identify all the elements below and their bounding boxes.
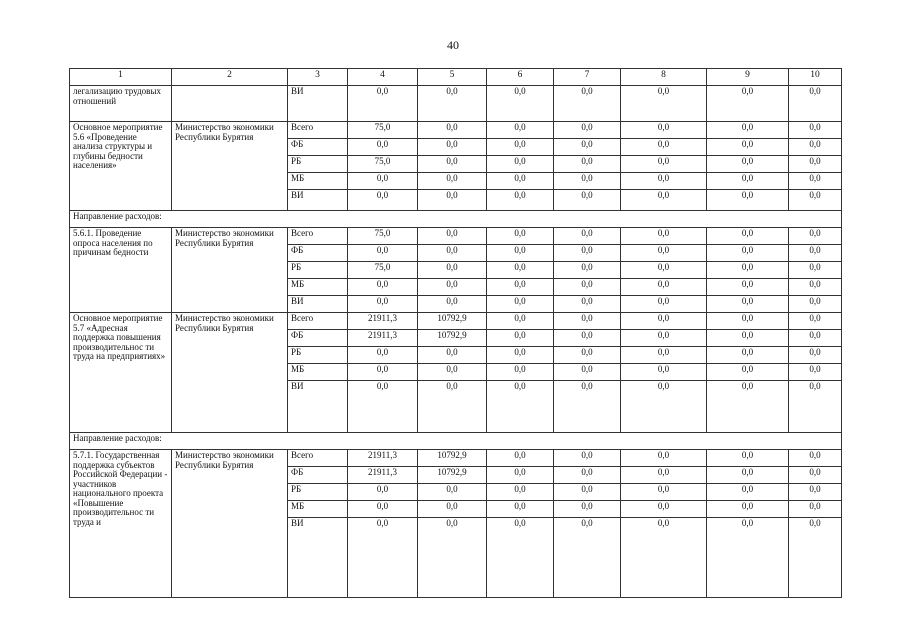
value-cell: 0,0 — [789, 279, 842, 296]
header-cell: 2 — [172, 69, 288, 86]
value-cell: 0,0 — [621, 262, 707, 279]
value-cell: 0,0 — [487, 501, 554, 518]
value-cell: 0,0 — [707, 347, 789, 364]
source-cell: МБ — [288, 279, 348, 296]
value-cell: 0,0 — [487, 347, 554, 364]
value-cell: 0,0 — [487, 313, 554, 330]
value-cell: 0,0 — [554, 364, 621, 381]
value-cell: 0,0 — [707, 86, 789, 122]
value-cell: 0,0 — [487, 86, 554, 122]
direction-row — [70, 433, 842, 450]
value-cell: 0,0 — [789, 450, 842, 467]
value-cell: 0,0 — [418, 484, 487, 501]
value-cell: 0,0 — [621, 139, 707, 156]
header-cell: 10 — [789, 69, 842, 86]
value-cell: 0,0 — [487, 467, 554, 484]
value-cell: 0,0 — [707, 450, 789, 467]
value-cell: 0,0 — [789, 296, 842, 313]
value-cell: 0,0 — [621, 245, 707, 262]
value-cell: 0,0 — [554, 330, 621, 347]
source-cell: ВИ — [288, 381, 348, 433]
table-row — [70, 228, 842, 245]
value-cell: 0,0 — [554, 467, 621, 484]
value-cell: 0,0 — [348, 296, 418, 313]
header-cell: 4 — [348, 69, 418, 86]
value-cell: 0,0 — [707, 122, 789, 139]
value-cell: 0,0 — [707, 518, 789, 598]
value-cell: 0,0 — [707, 364, 789, 381]
executor-cell: Министерство экономики Республики Бурятия — [172, 122, 288, 211]
source-cell: Всего — [288, 122, 348, 139]
value-cell: 0,0 — [418, 245, 487, 262]
source-cell: ФБ — [288, 139, 348, 156]
value-cell: 0,0 — [554, 173, 621, 190]
source-cell: ВИ — [288, 296, 348, 313]
value-cell: 0,0 — [707, 296, 789, 313]
value-cell: 0,0 — [707, 279, 789, 296]
activity-name-cell: Основное мероприятие 5.6 «Проведение анализа структуры и глубины бедности населения» — [70, 122, 172, 211]
value-cell: 21911,3 — [348, 330, 418, 347]
value-cell: 21911,3 — [348, 467, 418, 484]
value-cell: 0,0 — [789, 228, 842, 245]
activity-name-cell: 5.6.1. Проведение опроса населения по причинам бедности — [70, 228, 172, 313]
table-body — [70, 69, 842, 598]
value-cell: 0,0 — [418, 347, 487, 364]
executor-cell: Министерство экономики Республики Бурятия — [172, 228, 288, 313]
direction-label: Направление расходов: — [70, 211, 842, 228]
source-cell: МБ — [288, 173, 348, 190]
value-cell: 0,0 — [707, 173, 789, 190]
value-cell: 0,0 — [789, 122, 842, 139]
value-cell: 21911,3 — [348, 450, 418, 467]
value-cell: 0,0 — [348, 173, 418, 190]
activity-name-cell: Основное мероприятие 5.7 «Адресная поддержка повышения производительнос ти труда на предприятиях» — [70, 313, 172, 433]
value-cell: 0,0 — [621, 450, 707, 467]
value-cell: 0,0 — [707, 262, 789, 279]
value-cell: 0,0 — [487, 381, 554, 433]
value-cell: 0,0 — [621, 501, 707, 518]
value-cell: 0,0 — [789, 190, 842, 211]
source-cell: РБ — [288, 156, 348, 173]
value-cell: 0,0 — [348, 245, 418, 262]
activity-name-cell: легализацию трудовых отношений — [70, 86, 172, 122]
table-row — [70, 313, 842, 330]
value-cell: 0,0 — [418, 86, 487, 122]
value-cell: 0,0 — [707, 330, 789, 347]
value-cell: 0,0 — [487, 173, 554, 190]
value-cell: 0,0 — [418, 262, 487, 279]
page-number: 40 — [447, 38, 459, 52]
value-cell: 0,0 — [487, 228, 554, 245]
value-cell: 0,0 — [418, 122, 487, 139]
header-cell: 9 — [707, 69, 789, 86]
value-cell: 0,0 — [418, 364, 487, 381]
value-cell: 0,0 — [418, 279, 487, 296]
value-cell: 0,0 — [487, 296, 554, 313]
value-cell: 0,0 — [487, 139, 554, 156]
source-cell: ВИ — [288, 190, 348, 211]
value-cell: 0,0 — [348, 190, 418, 211]
executor-cell — [172, 86, 288, 122]
value-cell: 0,0 — [707, 190, 789, 211]
value-cell: 0,0 — [487, 484, 554, 501]
value-cell: 0,0 — [621, 467, 707, 484]
header-cell: 6 — [487, 69, 554, 86]
activity-name-cell: 5.7.1. Государственная поддержка субъектов Российской Федерации - участников национального проекта «Повышение производительнос ти труда и — [70, 450, 172, 598]
value-cell: 0,0 — [554, 313, 621, 330]
value-cell: 0,0 — [621, 122, 707, 139]
value-cell: 0,0 — [707, 381, 789, 433]
value-cell: 0,0 — [348, 347, 418, 364]
source-cell: Всего — [288, 228, 348, 245]
header-row — [70, 69, 842, 86]
value-cell: 0,0 — [621, 279, 707, 296]
value-cell: 10792,9 — [418, 330, 487, 347]
value-cell: 0,0 — [789, 86, 842, 122]
value-cell: 0,0 — [348, 364, 418, 381]
value-cell: 0,0 — [554, 156, 621, 173]
value-cell: 0,0 — [348, 86, 418, 122]
value-cell: 0,0 — [621, 156, 707, 173]
source-cell: ФБ — [288, 330, 348, 347]
source-cell: РБ — [288, 262, 348, 279]
value-cell: 0,0 — [789, 245, 842, 262]
value-cell: 0,0 — [554, 381, 621, 433]
value-cell: 0,0 — [621, 296, 707, 313]
value-cell: 0,0 — [707, 156, 789, 173]
value-cell: 0,0 — [621, 86, 707, 122]
value-cell: 0,0 — [554, 228, 621, 245]
value-cell: 0,0 — [789, 381, 842, 433]
source-cell: РБ — [288, 347, 348, 364]
value-cell: 0,0 — [554, 484, 621, 501]
value-cell: 0,0 — [621, 330, 707, 347]
value-cell: 0,0 — [418, 173, 487, 190]
source-cell: ВИ — [288, 86, 348, 122]
value-cell: 75,0 — [348, 262, 418, 279]
header-cell: 7 — [554, 69, 621, 86]
value-cell: 0,0 — [554, 518, 621, 598]
value-cell: 10792,9 — [418, 467, 487, 484]
value-cell: 0,0 — [707, 139, 789, 156]
value-cell: 0,0 — [418, 228, 487, 245]
value-cell: 0,0 — [789, 484, 842, 501]
value-cell: 0,0 — [348, 484, 418, 501]
value-cell: 75,0 — [348, 156, 418, 173]
header-cell: 5 — [418, 69, 487, 86]
table-row — [70, 450, 842, 467]
source-cell: Всего — [288, 313, 348, 330]
value-cell: 0,0 — [418, 156, 487, 173]
value-cell: 0,0 — [487, 364, 554, 381]
executor-cell: Министерство экономики Республики Бурятия — [172, 313, 288, 433]
value-cell: 0,0 — [789, 330, 842, 347]
value-cell: 0,0 — [487, 450, 554, 467]
value-cell: 0,0 — [789, 173, 842, 190]
value-cell: 0,0 — [554, 347, 621, 364]
value-cell: 0,0 — [789, 139, 842, 156]
value-cell: 0,0 — [554, 501, 621, 518]
value-cell: 0,0 — [707, 313, 789, 330]
value-cell: 0,0 — [621, 313, 707, 330]
value-cell: 0,0 — [554, 245, 621, 262]
value-cell: 0,0 — [789, 262, 842, 279]
value-cell: 0,0 — [789, 156, 842, 173]
header-cell: 1 — [70, 69, 172, 86]
value-cell: 21911,3 — [348, 313, 418, 330]
value-cell: 0,0 — [554, 139, 621, 156]
value-cell: 0,0 — [418, 518, 487, 598]
value-cell: 0,0 — [707, 467, 789, 484]
value-cell: 0,0 — [789, 467, 842, 484]
value-cell: 0,0 — [554, 450, 621, 467]
value-cell: 10792,9 — [418, 313, 487, 330]
value-cell: 0,0 — [554, 86, 621, 122]
value-cell: 0,0 — [621, 381, 707, 433]
value-cell: 0,0 — [487, 330, 554, 347]
value-cell: 10792,9 — [418, 450, 487, 467]
value-cell: 0,0 — [487, 190, 554, 211]
value-cell: 0,0 — [554, 190, 621, 211]
executor-cell: Министерство экономики Республики Бурятия — [172, 450, 288, 598]
value-cell: 0,0 — [418, 381, 487, 433]
value-cell: 0,0 — [789, 501, 842, 518]
value-cell: 0,0 — [554, 122, 621, 139]
table-row — [70, 122, 842, 139]
value-cell: 0,0 — [348, 139, 418, 156]
table-row — [70, 86, 842, 122]
budget-table — [69, 68, 842, 598]
value-cell: 0,0 — [487, 122, 554, 139]
value-cell: 0,0 — [487, 245, 554, 262]
value-cell: 0,0 — [621, 364, 707, 381]
value-cell: 75,0 — [348, 228, 418, 245]
source-cell: Всего — [288, 450, 348, 467]
value-cell: 0,0 — [487, 279, 554, 296]
value-cell: 0,0 — [487, 262, 554, 279]
header-cell: 8 — [621, 69, 707, 86]
value-cell: 0,0 — [707, 245, 789, 262]
source-cell: ФБ — [288, 467, 348, 484]
value-cell: 0,0 — [554, 279, 621, 296]
value-cell: 0,0 — [707, 484, 789, 501]
value-cell: 0,0 — [554, 296, 621, 313]
direction-label: Направление расходов: — [70, 433, 842, 450]
value-cell: 0,0 — [707, 501, 789, 518]
value-cell: 0,0 — [621, 190, 707, 211]
value-cell: 0,0 — [621, 173, 707, 190]
source-cell: МБ — [288, 501, 348, 518]
source-cell: РБ — [288, 484, 348, 501]
value-cell: 0,0 — [487, 518, 554, 598]
value-cell: 0,0 — [418, 296, 487, 313]
value-cell: 0,0 — [789, 347, 842, 364]
value-cell: 75,0 — [348, 122, 418, 139]
value-cell: 0,0 — [418, 190, 487, 211]
header-cell: 3 — [288, 69, 348, 86]
value-cell: 0,0 — [554, 262, 621, 279]
direction-row — [70, 211, 842, 228]
value-cell: 0,0 — [621, 228, 707, 245]
value-cell: 0,0 — [348, 279, 418, 296]
value-cell: 0,0 — [487, 156, 554, 173]
value-cell: 0,0 — [789, 313, 842, 330]
value-cell: 0,0 — [418, 139, 487, 156]
value-cell: 0,0 — [789, 364, 842, 381]
value-cell: 0,0 — [707, 228, 789, 245]
value-cell: 0,0 — [348, 381, 418, 433]
value-cell: 0,0 — [348, 518, 418, 598]
value-cell: 0,0 — [621, 484, 707, 501]
value-cell: 0,0 — [789, 518, 842, 598]
value-cell: 0,0 — [418, 501, 487, 518]
value-cell: 0,0 — [348, 501, 418, 518]
value-cell: 0,0 — [621, 347, 707, 364]
source-cell: МБ — [288, 364, 348, 381]
source-cell: ВИ — [288, 518, 348, 598]
source-cell: ФБ — [288, 245, 348, 262]
value-cell: 0,0 — [621, 518, 707, 598]
